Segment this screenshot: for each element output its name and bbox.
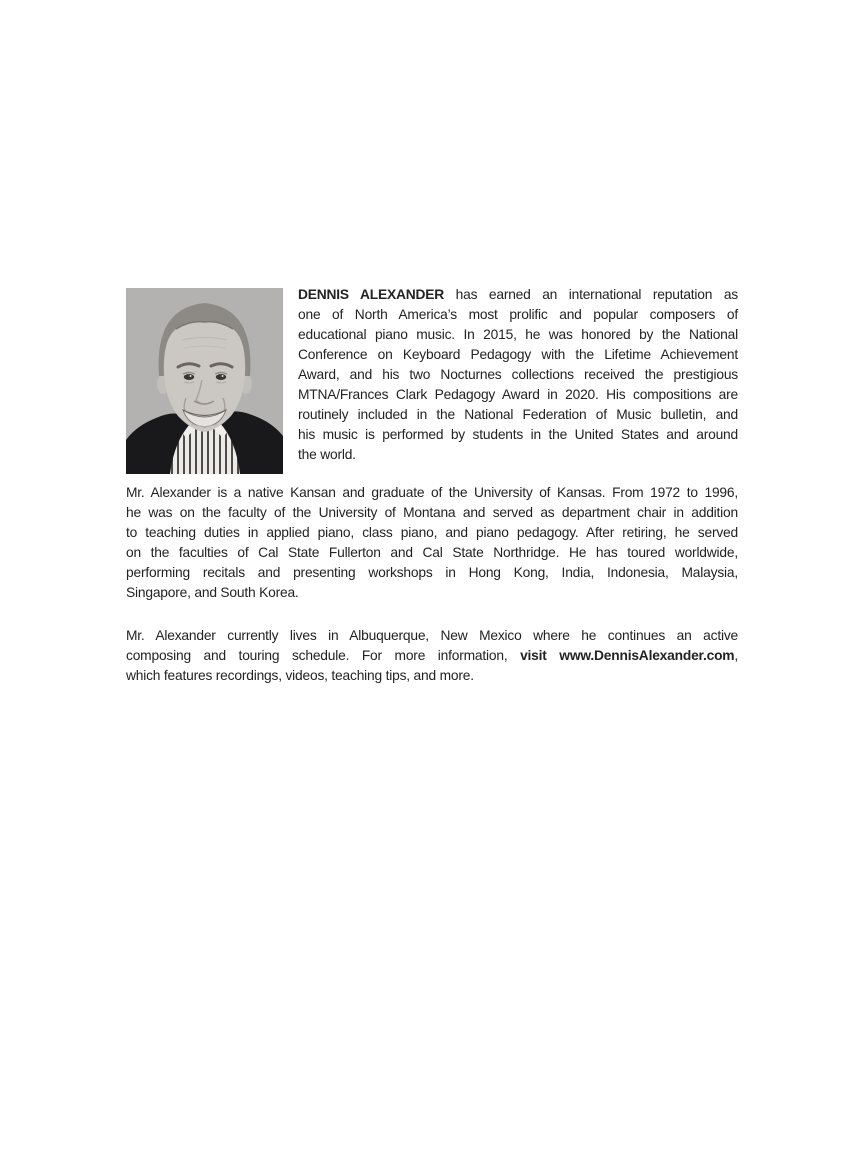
text-line [298,345,738,365]
text-line [298,405,738,425]
body-text: Mr. Alexander is a native Kansan and graduate of the University of Kansas. From 1972 to 1996, [126,485,738,500]
body-text: which features recordings, videos, teaching tips, and more. [126,668,474,683]
body-text: Conference on Keyboard Pedagogy with the Lifetime Achievement [298,347,738,362]
text-line [126,503,738,523]
author-photo [126,288,283,474]
portrait-image [126,288,283,474]
body-text: his music is performed by students in the United States and around [298,427,738,442]
text-line [126,666,738,686]
text-line [298,365,738,385]
body-text: on the faculties of Cal State Fullerton and Cal State Northridge. He has toured worldwide, [126,545,738,560]
bio-paragraph-3 [126,626,738,686]
text-line [126,583,738,603]
body-text: composing and touring schedule. For more information, [126,648,521,663]
text-line [126,523,738,543]
body-text: educational piano music. In 2015, he was honored by the National [298,327,738,342]
body-text: has earned an international reputation as [444,287,738,302]
biography-content [126,285,738,686]
bold-text: visit www.DennisAlexander.com [520,648,735,663]
bio-header-section [126,285,738,474]
body-text: one of North America’s most prolific and popular composers of [298,307,738,322]
text-line [298,445,738,465]
text-line [298,325,738,345]
text-line [126,626,738,646]
body-text: routinely included in the National Federation of Music bulletin, and [298,407,738,422]
body-text: performing recitals and presenting workshops in Hong Kong, India, Indonesia, Malaysia, [126,565,738,580]
body-text: MTNA/Frances Clark Pedagogy Award in 2020. His compositions are [298,387,738,402]
body-text: the world. [298,447,356,462]
text-line [298,285,738,305]
text-line [298,385,738,405]
body-text: Singapore, and South Korea. [126,585,299,600]
body-text: , [734,648,739,663]
body-text: Mr. Alexander currently lives in Albuquerque, New Mexico where he continues an active [126,628,738,643]
text-line [126,563,738,583]
text-line [126,646,738,666]
body-text: Award, and his two Nocturnes collections received the prestigious [298,367,738,382]
body-text: he was on the faculty of the University of Montana and served as department chair in addition [126,505,738,520]
bio-paragraph-1 [298,285,738,474]
text-line [298,305,738,325]
bio-paragraph-2 [126,483,738,603]
bold-text: DENNIS ALEXANDER [298,287,445,302]
text-line [126,483,738,503]
text-line [126,543,738,563]
body-text: to teaching duties in applied piano, class piano, and piano pedagogy. After retiring, he served [126,525,738,540]
text-line [298,425,738,445]
